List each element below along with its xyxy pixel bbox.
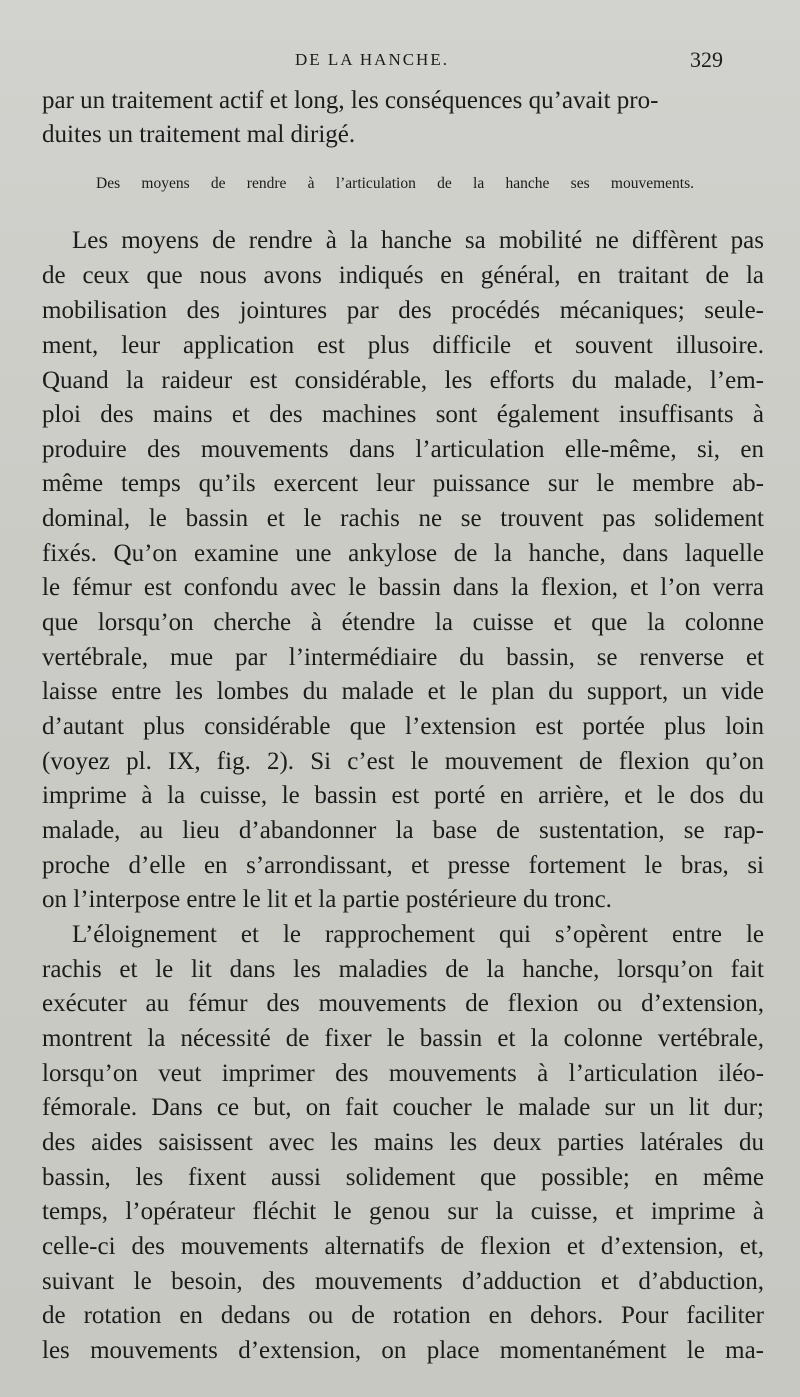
text-line: même temps qu’ils exercent leur puissance sur le membre ab-	[42, 470, 764, 497]
text-line: par un traitement actif et long, les conséquences qu’avait pro-	[42, 87, 659, 114]
text-line: bassin, les fixent aussi solidement que possible; en même	[42, 1164, 764, 1191]
text-line: vertébrale, mue par l’intermédiaire du bassin, se renverse et	[42, 644, 764, 671]
text-line: fixés. Qu’on examine une ankylose de la hanche, dans laquelle	[42, 540, 764, 567]
text-line: suivant le besoin, des mouvements d’adduction et d’abduction,	[42, 1268, 764, 1295]
section-subtitle: Des moyens de rendre à l’articulation de la hanche ses mouvements.	[96, 175, 694, 192]
text-line: le fémur est confondu avec le bassin dans la flexion, et l’on verra	[42, 574, 764, 601]
text-line: (voyez pl. IX, fig. 2). Si c’est le mouvement de flexion qu’on	[42, 748, 764, 775]
text-line: proche d’elle en s’arrondissant, et presse fortement le bras, si	[42, 852, 764, 879]
text-line: on l’interpose entre le lit et la partie postérieure du tronc.	[42, 886, 612, 913]
text-line: imprime à la cuisse, le bassin est porté en arrière, et le dos du	[42, 782, 764, 809]
page-header	[0, 47, 800, 74]
running-head: DE LA HANCHE.	[295, 50, 449, 69]
text-line: les mouvements d’extension, on place momentanément le ma-	[42, 1337, 764, 1364]
text-line: d’autant plus considérable que l’extension est portée plus loin	[42, 713, 764, 740]
text-line: dominal, le bassin et le rachis ne se trouvent pas solidement	[42, 505, 764, 532]
text-line: produire des mouvements dans l’articulation elle-même, si, en	[42, 436, 764, 463]
text-line: montrent la nécessité de fixer le bassin et la colonne vertébrale,	[42, 1025, 764, 1052]
text-line: celle-ci des mouvements alternatifs de flexion et d’extension, et,	[42, 1233, 764, 1260]
text-line: Quand la raideur est considérable, les efforts du malade, l’em-	[42, 367, 764, 394]
text-line: malade, au lieu d’abandonner la base de sustentation, se rap-	[42, 817, 764, 844]
text-line: de rotation en dedans ou de rotation en dehors. Pour faciliter	[42, 1302, 764, 1329]
paragraph-first-line: L’éloignement et le rapprochement qui s’opèrent entre le	[72, 921, 764, 948]
text-line: exécuter au fémur des mouvements de flexion ou d’extension,	[42, 990, 764, 1017]
text-line: lorsqu’on veut imprimer des mouvements à l’articulation iléo-	[42, 1060, 764, 1087]
text-line: duites un traitement mal dirigé.	[42, 121, 356, 148]
text-line: rachis et le lit dans les maladies de la hanche, lorsqu’on fait	[42, 956, 764, 983]
text-line: que lorsqu’on cherche à étendre la cuisse et que la colonne	[42, 609, 764, 636]
text-line: laisse entre les lombes du malade et le plan du support, un vide	[42, 678, 764, 705]
text-line: ment, leur application est plus difficile et souvent illusoire.	[42, 332, 764, 359]
page-number: 329	[690, 47, 723, 72]
text-line: de ceux que nous avons indiqués en général, en traitant de la	[42, 262, 764, 289]
paragraph-first-line: Les moyens de rendre à la hanche sa mobilité ne diffèrent pas	[72, 227, 764, 254]
text-line: fémorale. Dans ce but, on fait coucher le malade sur un lit dur;	[42, 1094, 764, 1121]
text-line: ploi des mains et des machines sont également insuffisants à	[42, 401, 764, 428]
text-line: mobilisation des jointures par des procédés mécaniques; seule-	[42, 297, 764, 324]
text-line: des aides saisissent avec les mains les deux parties latérales du	[42, 1129, 764, 1156]
text-line: temps, l’opérateur fléchit le genou sur la cuisse, et imprime à	[42, 1198, 764, 1225]
